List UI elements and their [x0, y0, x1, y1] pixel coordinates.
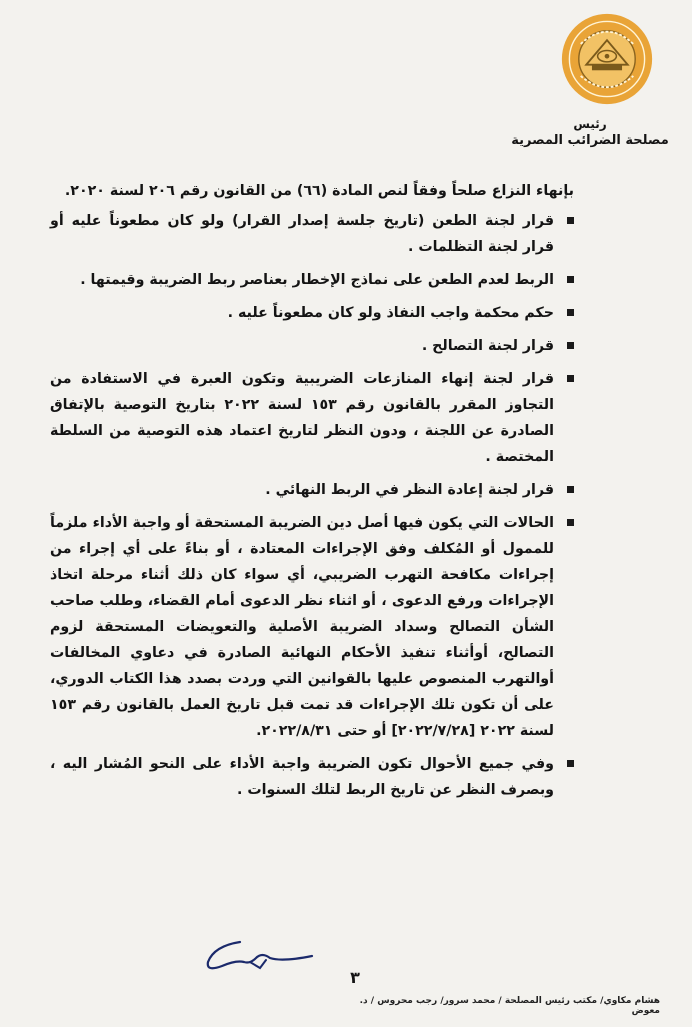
square-bullet-icon	[567, 760, 574, 767]
list-item-text: الحالات التي يكون فيها أصل دين الضريبة المستحقة أو واجبة الأداء ملزماً للممول أو المُكلف وفق الإجراءات المعتادة ، أو بناءً على أي إجراء من إجراءات مكافحة التهرب الضريبي، أي سواء كان ذلك أثناء مرحلة اتخاذ الإجراءات ورفع الدعوى ، أو اثناء نظر الدعوى أمام القضاء، وطلب صاحب الشأن التصالح وسداد الضريبة الأصلية والتعويضات المستحقة لزوم التصالح، أوأثناء تنفيذ الأحكام النهائية الصادرة في دعاوي المخالفات أوالتهرب المنصوص عليها بالقوانين التي وردت بصدد هذا الكتاب الدوري، على أن تكون تلك الإجراءات قد تمت قبل تاريخ العمل بالقانون رقم ١٥٣ لسنة ٢٠٢٢ [٢٠٢٢/٧/٢٨] أو حتى ٢٠٢٢/٨/٣١.	[50, 515, 554, 739]
ministry-logo	[560, 12, 654, 106]
issuer-block	[500, 116, 680, 150]
list-item-text: وفي جميع الأحوال تكون الضريبة واجبة الأداء على النحو المُشار اليه ، وبصرف النظر عن تاريخ الربط لتلك السنوات .	[50, 756, 554, 798]
list-item	[50, 751, 574, 803]
issuer-title: رئيس	[573, 117, 607, 131]
list-item-text: قرار لجنة التصالح .	[421, 338, 554, 354]
list-item	[50, 510, 574, 744]
list-item	[50, 300, 574, 326]
square-bullet-icon	[567, 486, 574, 493]
list-item	[50, 333, 574, 359]
footer-note: هشام مكاوي/ مكتب رئيس المصلحة / محمد سرور/ رجب محروس / د. معوض	[359, 996, 660, 1016]
square-bullet-icon	[567, 375, 574, 382]
list-item-text: قرار لجنة إعادة النظر في الربط النهائي .	[265, 482, 554, 498]
items-list	[50, 208, 574, 803]
list-item-text: حكم محكمة واجب النفاذ ولو كان مطعوناً عليه .	[227, 305, 554, 321]
square-bullet-icon	[567, 217, 574, 224]
list-item-text: قرار لجنة إنهاء المنازعات الضريبية وتكون العبرة في الاستفادة من التجاوز المقرر بالقانون رقم ١٥٣ لسنة ٢٠٢٢ بتاريخ التوصية بالإتفاق الصادرة عن اللجنة ، ودون النظر لتاريخ اعتماد هذه التوصية من السلطة المختصة .	[50, 371, 554, 465]
issuer-organization: مصلحة الضرائب المصرية	[511, 133, 669, 148]
list-item	[50, 208, 574, 260]
square-bullet-icon	[567, 309, 574, 316]
square-bullet-icon	[567, 342, 574, 349]
handwritten-signature	[200, 932, 320, 980]
document-body	[50, 178, 574, 810]
list-item	[50, 477, 574, 503]
list-item	[50, 267, 574, 293]
list-item-text: الربط لعدم الطعن على نماذج الإخطار بعناصر ربط الضريبة وقيمتها .	[80, 272, 554, 288]
list-item-text: قرار لجنة الطعن (تاريخ جلسة إصدار القرار) ولو كان مطعوناً عليه أو قرار لجنة التظلمات .	[50, 213, 554, 255]
lead-paragraph: بإنهاء النزاع صلحاً وفقاً لنص المادة (٦٦) من القانون رقم ٢٠٦ لسنة ٢٠٢٠.	[64, 183, 574, 199]
page-number: ٣	[350, 968, 360, 987]
square-bullet-icon	[567, 519, 574, 526]
square-bullet-icon	[567, 276, 574, 283]
list-item	[50, 366, 574, 470]
